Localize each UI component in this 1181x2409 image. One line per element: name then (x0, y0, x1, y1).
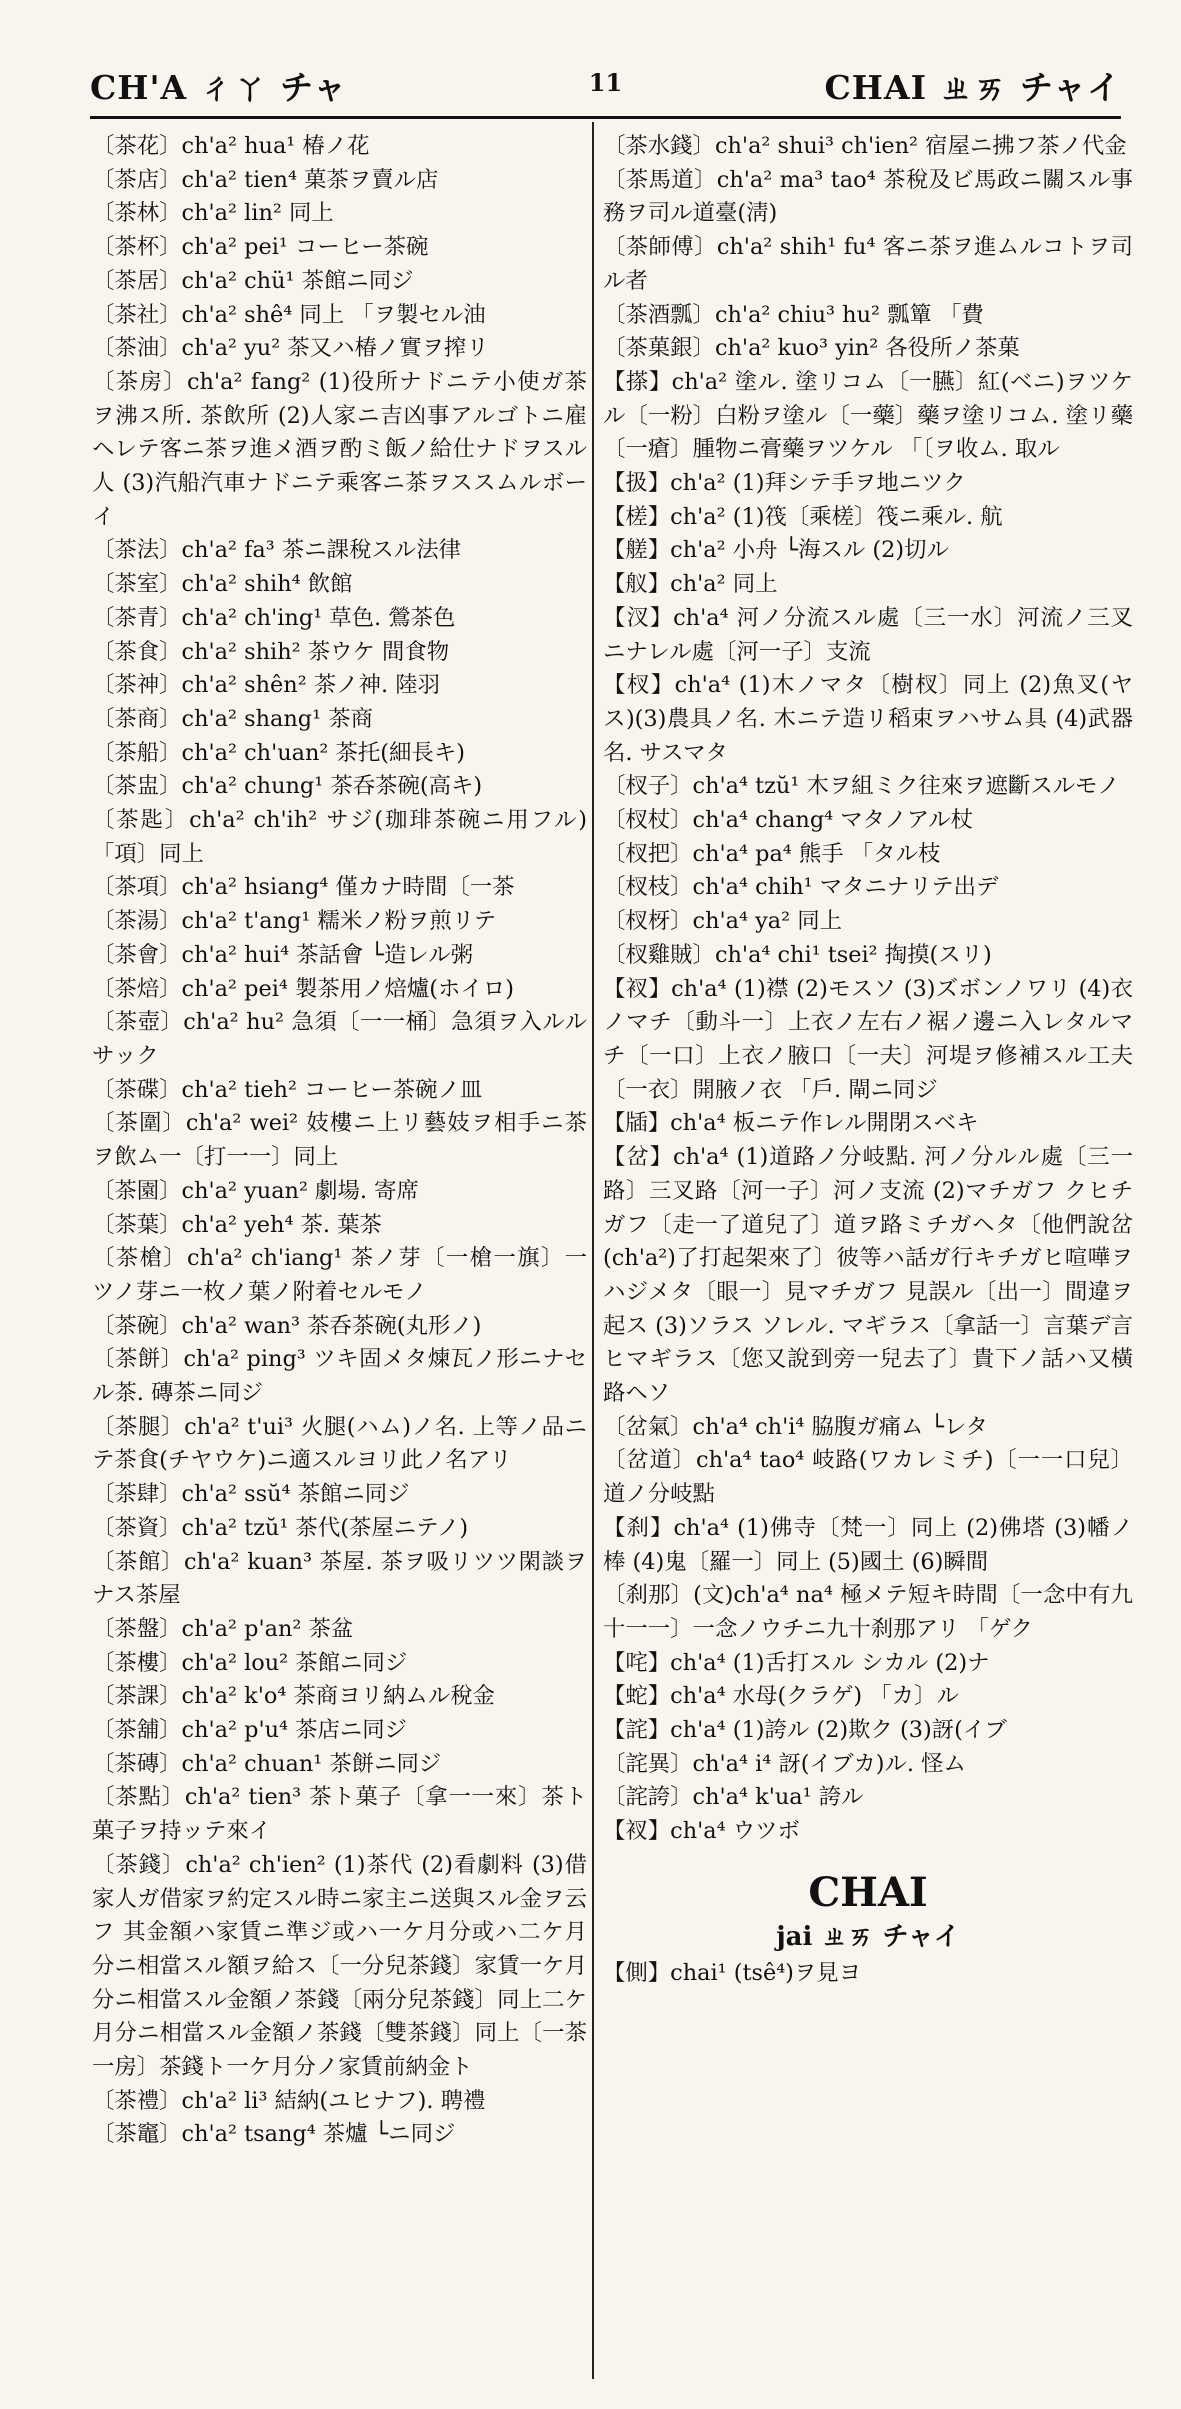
dictionary-entry: 〔茶湯〕ch'a² t'ang¹ 糯米ノ粉ヲ煎リテ (92, 908, 497, 935)
dictionary-entry: 〔茶油〕ch'a² yu² 茶又ハ椿ノ實ヲ搾リ (92, 335, 489, 362)
dictionary-entry: 【艖】ch'a² 小舟 └海スル (2)切ル (603, 537, 949, 564)
dictionary-entry: 〔茶水錢〕ch'a² shui³ ch'ien² 宿屋ニ拂フ茶ノ代金 (603, 133, 1127, 159)
dictionary-entry: 〔茶神〕ch'a² shên² 茶ノ神. 陸羽 (92, 672, 440, 699)
dictionary-entry: 〔茶花〕ch'a² hua¹ 椿ノ花 (92, 133, 370, 159)
dictionary-entry: 【詫】ch'a⁴ (1)誇ル (2)欺ク (3)訝(イブ (603, 1717, 1007, 1744)
dictionary-entry: 〔茶酒瓢〕ch'a² chiu³ hu² 瓢簞 「費 (603, 301, 984, 328)
dictionary-entry: 〔杈雞賊〕ch'a⁴ chi¹ tsei² 掏摸(スリ) (603, 941, 992, 968)
dictionary-entry: 〔茶肆〕ch'a² ssŭ⁴ 茶館ニ同ジ (92, 1481, 410, 1508)
dictionary-entry: 〔茶室〕ch'a² shih⁴ 飲館 (92, 571, 353, 598)
header-left-guide-word: CH'A ㄔㄚ チャ (90, 68, 348, 107)
dictionary-entry: 〔茶碟〕ch'a² tieh² コーヒー茶碗ノ皿 (92, 1076, 483, 1103)
dictionary-entry: 〔茶舖〕ch'a² p'u⁴ 茶店ニ同ジ (92, 1717, 408, 1744)
header-rule (90, 116, 1121, 119)
dictionary-entry: 〔茶房〕ch'a² fang² (1)役所ナドニテ小使ガ茶ヲ沸ス所. 茶飲所 (2)人家ニ吉凶事アルゴトニ雇ヘレテ客ニ茶ヲ進メ酒ヲ酌ミ飯ノ給仕ナドヲスル人 (3)汽船汽車ナドニテ乘客ニ茶ヲススムルボーイ (92, 368, 587, 530)
dictionary-entry: 【汊】ch'a⁴ 河ノ分流スル處〔三一水〕河流ノ三叉ニナレル處〔河一子〕支流 (603, 604, 1133, 665)
section-subtitle: jai ㄓㄞ チャイ (776, 1921, 960, 1952)
dictionary-entry: 〔茶法〕ch'a² fa³ 茶ニ課稅スル法律 (92, 537, 461, 564)
dictionary-entry: 〔茶青〕ch'a² ch'ing¹ 草色. 鶯茶色 (92, 604, 456, 631)
page-header (90, 62, 1121, 122)
dictionary-entry: 〔茶腿〕ch'a² t'ui³ 火腿(ハム)ノ名. 上等ノ品ニテ茶食(チヤウケ)ニ適スルヨリ此ノ名アリ (92, 1413, 587, 1474)
dictionary-entry: 〔杈枝〕ch'a⁴ chih¹ マタニナリテ出デ (603, 874, 999, 901)
dictionary-entry: 〔杈把〕ch'a⁴ pa⁴ 熊手 「タル枝 (603, 840, 941, 867)
dictionary-entry: 〔茶林〕ch'a² lin² 同上 (92, 200, 334, 227)
dictionary-entry: 〔茶社〕ch'a² shê⁴ 同上 「ヲ製セル油 (92, 301, 486, 328)
dictionary-entry: 〔茶菓銀〕ch'a² kuo³ yin² 各役所ノ茶菓 (603, 335, 1020, 362)
dictionary-entry: 【扱】ch'a² (1)拜シテ手ヲ地ニツク (603, 470, 966, 497)
section-title: CHAI (808, 1868, 928, 1916)
dictionary-entry: 〔茶園〕ch'a² yuan² 劇場. 寄席 (92, 1177, 419, 1204)
right-column-entries (603, 130, 1133, 1849)
dictionary-entry: 〔茶館〕ch'a² kuan³ 茶屋. 茶ヲ吸リツツ閑談ヲナス茶屋 (92, 1548, 587, 1609)
dictionary-entry: 〔茶槍〕ch'a² ch'iang¹ 茶ノ芽〔一槍一旗〕一ツノ芽ニ一枚ノ葉ノ附着セルモノ (92, 1245, 587, 1305)
dictionary-entry: 【杈】ch'a⁴ (1)木ノマタ〔樹杈〕同上 (2)魚叉(ヤス)(3)農具ノ名. 木ニテ造リ稻束ヲハサム具 (4)武器名. サスマタ (603, 672, 1133, 766)
dictionary-entry: 〔茶馬道〕ch'a² ma³ tao⁴ 茶稅及ビ馬政ニ關スル事務ヲ司ル道臺(淸) (603, 166, 1133, 227)
dictionary-entry: 〔茶碗〕ch'a² wan³ 茶呑茶碗(丸形ノ) (92, 1312, 482, 1339)
page-number: 11 (588, 68, 623, 97)
dictionary-entry: 〔茶竈〕ch'a² tsang⁴ 茶爐 └ニ同ジ (92, 2121, 456, 2148)
column-divider (592, 122, 594, 2379)
dictionary-entry: 〔茶師傅〕ch'a² shih¹ fu⁴ 客ニ茶ヲ進ムルコトヲ司ル者 (603, 234, 1133, 294)
dictionary-entry: 【衩】ch'a⁴ (1)襟 (2)モスソ (3)ズボンノワリ (4)衣ノマチ〔動斗一〕上衣ノ左右ノ裾ノ邊ニ入レタルマチ〔一口〕上衣ノ腋口〔一夫〕河堤ヲ修補スル工夫〔一衣〕開腋ノ衣 「戶. 閘ニ同ジ (603, 975, 1133, 1103)
dictionary-entry: 【岔】ch'a⁴ (1)道路ノ分岐點. 河ノ分ルル處〔三一路〕三叉路〔河一子〕河ノ支流 (2)マチガフ クヒチガフ〔走一了道兒了〕道ヲ路ミチガヘタ〔他們說岔(ch'a²)了打起架來了〕彼等ハ話ガ行キチガヒ喧嘩ヲハジメタ〔眼一〕見マチガフ 見誤ル〔出一〕間違ヲ起ス (3)ソラス ソレル. マギラス〔拿話一〕言葉デ言ヒマギラス〔您又說到旁一兒去了〕貴下ノ話ハ又橫路ヘソ (603, 1144, 1133, 1407)
dictionary-entry: 【刹】ch'a⁴ (1)佛寺〔梵一〕同上 (2)佛塔 (3)幡ノ棒 (4)鬼〔羅一〕同上 (5)國土 (6)瞬間 (603, 1514, 1133, 1575)
dictionary-entry: 〔岔道〕ch'a⁴ tao⁴ 岐路(ワカレミチ)〔一一口兒〕道ノ分岐點 (603, 1447, 1133, 1508)
dictionary-entry: 〔茶課〕ch'a² k'o⁴ 茶商ヨリ納ムル稅金 (92, 1683, 495, 1710)
dictionary-entry: 〔詫異〕ch'a⁴ i⁴ 訝(イブカ)ル. 怪ム (603, 1750, 966, 1777)
dictionary-entry: 〔茶葉〕ch'a² yeh⁴ 茶. 葉茶 (92, 1211, 382, 1238)
dictionary-entry: 〔茶匙〕ch'a² ch'ih² サジ(珈琲茶碗ニ用フル) 「項〕同上 (92, 807, 587, 867)
dictionary-entry: 〔茶盅〕ch'a² chung¹ 茶呑茶碗(高キ) (92, 773, 483, 800)
dictionary-entry: 〔茶店〕ch'a² tien⁴ 菓茶ヲ賣ル店 (92, 166, 439, 193)
dictionary-entry: 〔茶居〕ch'a² chü¹ 茶館ニ同ジ (92, 267, 414, 294)
dictionary-entry: 【舣】ch'a² 同上 (603, 571, 778, 598)
left-column (92, 130, 587, 2389)
dictionary-entry: 【槎】ch'a² (1)筏〔乘槎〕筏ニ乘ル. 航 (603, 503, 1003, 530)
dictionary-entry: 〔茶樓〕ch'a² lou² 茶館ニ同ジ (92, 1649, 408, 1676)
dictionary-entry: 【咤】ch'a⁴ (1)舌打スル シカル (2)ナ (603, 1649, 990, 1676)
dictionary-entry: 〔杈杖〕ch'a⁴ chang⁴ マタノアル杖 (603, 807, 974, 834)
dictionary-entry: 【搽】ch'a² 塗ル. 塗リコム〔一臙〕紅(ベニ)ヲツケル〔一粉〕白粉ヲ塗ル〔一藥〕藥ヲ塗リコム. 塗リ藥〔一瘡〕腫物ニ膏藥ヲツケル 「〔ヲ收ム. 取ル (603, 368, 1133, 463)
dictionary-entry: 〔茶磚〕ch'a² chuan¹ 茶餅ニ同ジ (92, 1750, 442, 1777)
dictionary-entry: 〔茶餅〕ch'a² ping³ ツキ固メタ煉瓦ノ形ニナセル茶. 磚茶ニ同ジ (92, 1346, 587, 1407)
dictionary-entry: 〔杈子〕ch'a⁴ tzŭ¹ 木ヲ組ミク往來ヲ遮斷スルモノ (603, 773, 1120, 800)
dictionary-entry: 【衩】ch'a⁴ ウツボ (603, 1818, 800, 1845)
dictionary-entry: 〔刹那〕(文)ch'a⁴ na⁴ 極メテ短キ時間〔一念中有九十一一〕一念ノウチニ九十刹那アリ 「ゲク (603, 1582, 1133, 1642)
dictionary-entry: 〔茶杯〕ch'a² pei¹ コーヒー茶碗 (92, 234, 429, 261)
dictionary-entry: 〔茶商〕ch'a² shang¹ 茶商 (92, 705, 374, 732)
dictionary-entry: 〔茶壺〕ch'a² hu² 急須〔一一桶〕急須ヲ入ルルサック (92, 1009, 587, 1069)
dictionary-entry: 〔杈枒〕ch'a⁴ ya² 同上 (603, 908, 842, 935)
dictionary-entry: 【蛇】ch'a⁴ 水母(クラゲ) 「カ〕ル (603, 1683, 959, 1710)
dictionary-entry: 〔詫誇〕ch'a⁴ k'ua¹ 誇ル (603, 1784, 864, 1811)
right-column (603, 130, 1133, 2389)
dictionary-entry: 〔茶點〕ch'a² tien³ 茶ト菓子〔拿一一來〕茶ト菓子ヲ持ッテ來イ (92, 1784, 587, 1845)
dictionary-entry: 〔茶圍〕ch'a² wei² 妓樓ニ上リ藝妓ヲ相手ニ茶ヲ飲ム一〔打一一〕同上 (92, 1110, 587, 1171)
dictionary-entry: 〔茶項〕ch'a² hsiang⁴ 僅カナ時間〔一茶 (92, 874, 515, 901)
dictionary-entry: 【側】chai¹ (tsê⁴)ヲ見ヨ (603, 1959, 862, 1986)
dictionary-entry: 〔茶禮〕ch'a² li³ 結納(ユヒナフ). 聘禮 (92, 2087, 486, 2114)
dictionary-entry: 〔茶會〕ch'a² hui⁴ 茶話會 └造レル粥 (92, 941, 473, 968)
dictionary-entry: 〔茶船〕ch'a² ch'uan² 茶托(細長キ) (92, 739, 465, 766)
dictionary-entry: 〔茶資〕ch'a² tzŭ¹ 茶代(茶屋ニテノ) (92, 1514, 469, 1541)
dictionary-entry: 〔岔氣〕ch'a⁴ ch'i⁴ 脇腹ガ痛ム └レタ (603, 1413, 988, 1440)
dictionary-entry: 〔茶食〕ch'a² shih² 茶ウケ 間食物 (92, 638, 450, 665)
header-right-guide-word: CHAI ㄓㄞ チャイ (824, 68, 1121, 107)
dictionary-entry: 〔茶焙〕ch'a² pei⁴ 製茶用ノ焙爐(ホイロ) (92, 975, 514, 1002)
dictionary-entry: 〔茶盤〕ch'a² p'an² 茶盆 (92, 1615, 354, 1642)
dictionary-entry: 〔茶錢〕ch'a² ch'ien² (1)茶代 (2)看劇料 (3)借家人ガ借家ヲ約定スル時ニ家主ニ送與スル金ヲ云フ 其金額ハ家賃ニ準ジ或ハ一ケ月分或ハ二ケ月分ニ相當スル額ヲ給ス〔一分兒茶錢〕家賃一ケ月分ニ相當スル金額ノ茶錢〔兩分兒茶錢〕同上二ケ月分ニ相當スル金額ノ茶錢〔雙茶錢〕同上〔一茶一房〕茶錢ト一ケ月分ノ家賃前納金ト (92, 1851, 587, 2081)
dictionary-entry: 【牐】ch'a⁴ 板ニテ作レル開閉スベキ (603, 1110, 979, 1137)
